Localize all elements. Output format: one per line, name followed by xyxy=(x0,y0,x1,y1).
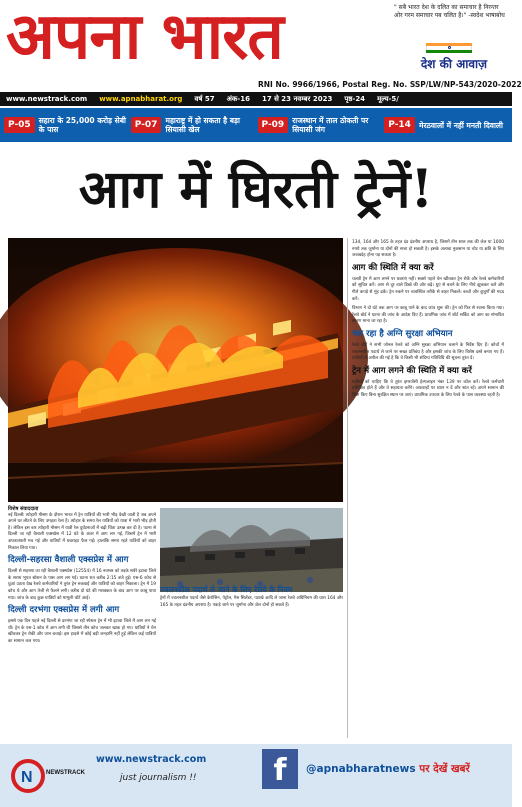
brand-text: NEWSTRACK xyxy=(46,770,85,776)
rni-number: RNI No. 9966/1966, Postal Reg. No. SSP/LW/NP-543/2020-2022 xyxy=(258,80,522,89)
newstrack-logo[interactable] xyxy=(8,754,85,798)
issue-label: अंक-16 xyxy=(226,94,250,103)
price-label: मूल्य-5/ xyxy=(377,94,399,103)
column-divider xyxy=(347,238,348,738)
social-handle[interactable] xyxy=(306,762,506,776)
section-heading: दिल्ली-सहरसा वैशाली एक्सप्रेस में आग xyxy=(8,555,129,566)
article-paragraph: रेलवे बोर्ड ने सभी जोनल रेलवे को अग्नि सुरक्षा अभियान चलाने के निर्देश दिए हैं। कोचों में ज्वलनशील पदार्थ ले जाने पर सख्त प्रतिबंध है और इसकी जांच के लिए विशेष दस्ते बनाए गए हैं। यात्रियों से अपील की गई है कि वे किसी भी संदिग्ध गतिविधि की सूचना तुरंत दें। xyxy=(352,342,504,362)
article-paragraph: 134, 164 और 165 के तहत दंड दंडनीय अपराध है, जिसमें तीन साल तक की जेल या 1000 रुपये तक जुर्माना या दोनों की सजा हो सकती है। इसके अलावा नुकसान या चोट या क्षति के लिए जवाबदेह होना पड़ सकता है। xyxy=(352,240,504,259)
burnt-coaches-photo xyxy=(160,508,343,592)
burning-train-photo xyxy=(8,238,343,502)
article-column-1 xyxy=(8,506,156,742)
svg-text:N: N xyxy=(21,769,33,786)
teaser-item[interactable] xyxy=(258,112,382,138)
footer-tagline: just journalism !! xyxy=(120,773,197,783)
teaser-item[interactable] xyxy=(384,112,508,138)
info-bar xyxy=(0,92,512,106)
article-paragraph: चलती ट्रेन में आग लगने पर घबराएं नहीं। सबसे पहले चेन खींचकर ट्रेन रोकें और रेलवे कर्मचारियों को सूचित करें। आग से दूर वाले डिब्बे की ओर बढ़ें। धुएं से बचने के लिए नीचे झुककर चलें और गीले कपड़े से मुंह ढकें। ट्रेन रुकने पर व्यवस्थित तरीके से बाहर निकलें। बच्चों और बुजुर्गों की मदद करें। xyxy=(352,276,504,302)
article-column-2-text xyxy=(160,238,161,239)
teaser-item[interactable] xyxy=(4,112,128,138)
site-link-apnabharat[interactable]: www.apnabharat.org xyxy=(99,95,183,103)
article-paragraph: ट्रेनों में ज्वलनशील पदार्थ जैसे केरोसिन, पेट्रोल, गैस सिलेंडर, पटाखे आदि ले जाना रेलवे अधिनियम की धारा 164 और 165 के तहत दंडनीय अपराध है। पकड़े जाने पर जुर्माना और जेल दोनों हो सकते हैं। xyxy=(160,596,343,608)
article-paragraph: इससे एक दिन पहले नई दिल्ली से दरभंगा जा रही स्पेशल ट्रेन में भी इटावा जिले में आग लग गई थी। ट्रेन के एस-1 कोच में आग लगी थी जिससे तीन कोच जलकर खाक हो गए। यात्रियों ने चेन खींचकर ट्रेन रोकी और जान बचाई। इस हादसे में कोई बड़ी जनहानि नहीं हुई लेकिन कई यात्रियों का सामान जल गया। xyxy=(8,619,156,644)
teaser-text: महाराष्ट्र में हो सकता है बड़ा सियासी खेल xyxy=(165,116,240,134)
teaser-text: मेरठवालों में नहीं मनती दिवाली xyxy=(418,120,503,130)
newspaper-title: अपना भारत xyxy=(6,0,283,74)
masthead xyxy=(0,0,512,78)
page-badge: P-05 xyxy=(4,117,35,133)
masthead-tagline: देश की आवाज़ xyxy=(420,57,488,71)
article-column-3 xyxy=(352,240,504,740)
footer-site-link[interactable]: www.newstrack.com xyxy=(96,754,207,765)
main-headline: आग में घिरती ट्रेनें! xyxy=(78,159,434,220)
section-heading: चल रहा है अग्नि सुरक्षा अभियान xyxy=(352,328,453,339)
article-column-2-body xyxy=(160,596,343,742)
flag-icon xyxy=(426,43,472,53)
section-heading: ज्वलनशील पदार्थ ले जाने के लिए रेलवे के नियम xyxy=(160,585,293,594)
section-heading: ट्रेन में आग लगने की स्थिति में क्या करें xyxy=(352,365,472,376)
byline: विशेष संवाददाता xyxy=(8,506,39,512)
article-heading-box xyxy=(160,584,343,596)
date-label: 17 से 23 नवम्बर 2023 xyxy=(261,94,333,103)
pages-label: पृष्ठ-24 xyxy=(344,94,366,103)
year-label: वर्ष 57 xyxy=(194,94,215,103)
site-link-newstrack[interactable]: www.newstrack.com xyxy=(6,95,88,103)
article-lead: नई दिल्लीः त्योहारी मौसम के दौरान भारत में ट्रेन यात्रियों की भारी भीड़ देखी जाती है जब अपने अपने घर लौटने के लिए उमड़ता रेला है। त्योहार के समय रेल यात्रियों को यात्रा में भारी भीड़ होती है। लेकिन इस बार त्योहारी मौसम में यात्री रेल दुर्घटनाओं में बढ़ी चिंता उत्पन्न कर दी है। पटना से दिल्ली जा रही वैशाली एक्सप्रेस में 12 घंटे के अंतर में आग लग गई, जिसमें ट्रेन में भारी अफरातफरी मच गई और यात्रियों में घबराहट फैल गई। हालांकि समय रहते यात्रियों को बाहर निकाल लिया गया। xyxy=(8,512,156,551)
article-paragraph: यात्रियों को चाहिए कि वे तुरंत इमरजेंसी हेल्पलाइन नंबर 139 पर कॉल करें। रेलवे कर्मचारी प्रशिक्षित होते हैं और वे सहायता करेंगे। अफवाहों पर ध्यान न दें और शांत रहें। अपने सामान की चिंता किए बिना सुरक्षित स्थान पर जाएं। प्राथमिक उपचार के लिए रेलवे के पास व्यवस्था रहती है। xyxy=(352,379,504,398)
article-paragraph: दिल्ली से सहरसा जा रही वैशाली एक्सप्रेस (12554) में 16 नवम्बर को तड़के सवेरे इटावा जिले के सराय भूपत स्टेशन के पास आग लग गई। घटना रात करीब 2:15 बजे हुई। एस-6 कोच से धुआं उठता देख रेलवे कर्मचारियों ने तुरंत ट्रेन रुकवाई और यात्रियों को बाहर निकाला। ट्रेन में 19 कोच थे और आग तेजी से फैलने लगी। करीब दो घंटे की मशक्कत के बाद आग पर काबू पाया गया। जांच के बाद कुछ यात्रियों को मामूली चोटें आई। xyxy=(8,569,156,601)
page-badge: P-09 xyxy=(258,117,289,133)
page-badge: P-14 xyxy=(384,117,415,133)
teaser-text: सहारा के 25,000 करोड़ सेबी के पास xyxy=(38,116,126,134)
teaser-item[interactable] xyxy=(131,112,255,138)
handle-suffix: पर देखें खबरें xyxy=(419,763,470,775)
section-heading: दिल्ली दरभंगा एक्सप्रेस में लगी आग xyxy=(8,605,120,616)
handle-text: @apnabharatnews xyxy=(306,763,416,775)
masthead-quote: " सबै भारत देश के दलित का समाचार है निरन्तर ओर गरम समाचार पब चलित है।" -स्वदेश भाषाबोध xyxy=(394,4,505,19)
page-badge: P-07 xyxy=(131,117,162,133)
section-heading: आग की स्थिति में क्या करें xyxy=(352,262,434,273)
teaser-strip xyxy=(0,108,512,142)
facebook-icon[interactable]: f xyxy=(262,749,298,789)
teaser-text: राजस्थान में ताल ठोकती पर सियासी जंग xyxy=(292,116,369,134)
article-paragraph: विभाग ने दो घंटे तक आग पर काबू पाने के बाद जांच शुरू की। ट्रेन को फिर से रवाना किया गया। रेलवे बोर्ड ने घटना की जांच के आदेश दिए हैं। प्राथमिक जांच में शॉर्ट सर्किट को आग का संभावित कारण माना जा रहा है। xyxy=(352,306,504,325)
